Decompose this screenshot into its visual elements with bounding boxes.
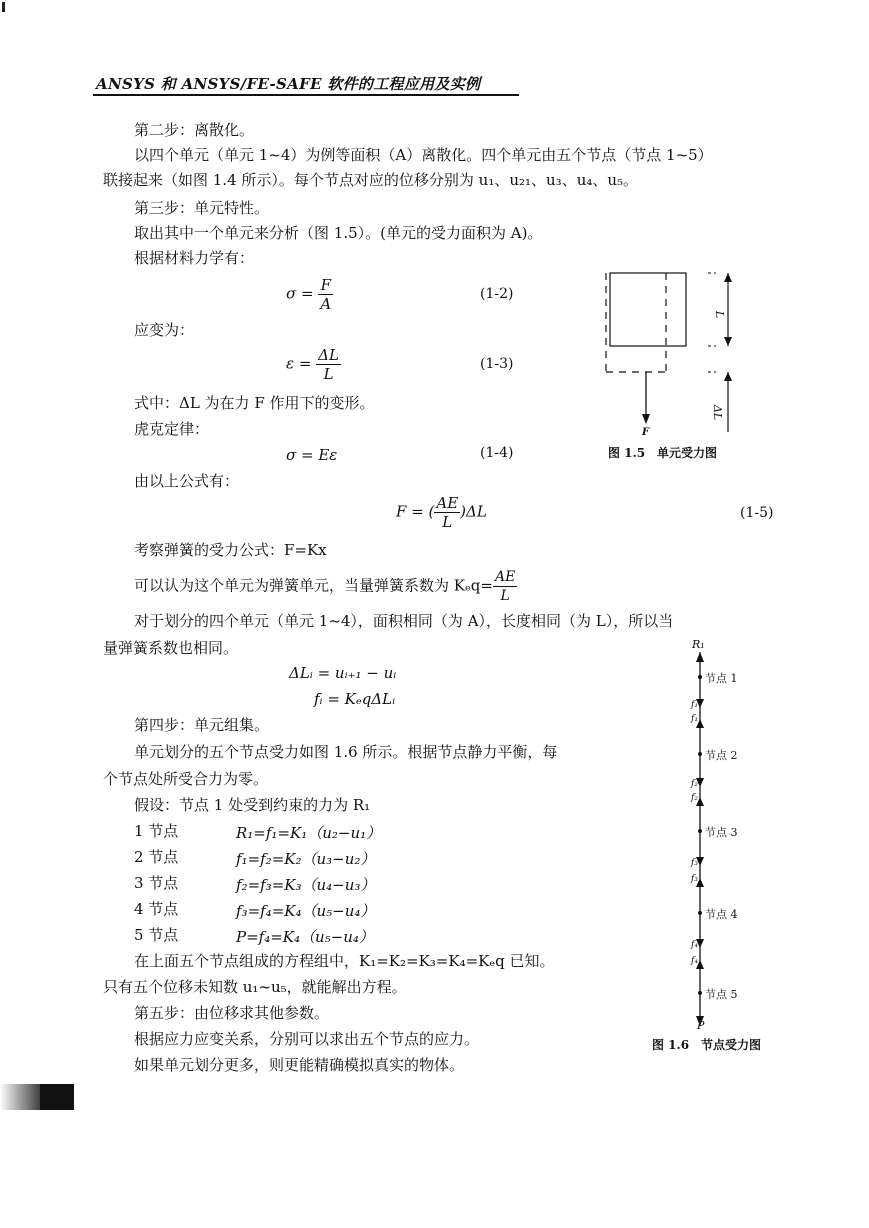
node-label: 1 节点 — [134, 822, 179, 840]
eq-1-4-number: (1-4) — [480, 445, 514, 461]
from-above: 由以上公式有： — [134, 472, 240, 490]
eq-1-2-fraction — [318, 276, 333, 313]
system-line1: 在上面五个节点组成的方程组中，K₁=K₂=K₃=K₄=Kₑq 已知。 — [134, 952, 555, 970]
eq-1-3-number: (1-3) — [480, 356, 514, 372]
eq-1-5-num: AE — [436, 494, 459, 512]
eq-1-3 — [286, 346, 341, 383]
step3-line1: 取出其中一个单元来分析（图 1.5）。(单元的受力面积为 A)。 — [134, 224, 543, 242]
spring-den: L — [500, 588, 510, 604]
fig16-node-label: 节点 3 — [705, 826, 738, 839]
dim-arrow — [724, 337, 732, 346]
node-row — [134, 848, 178, 866]
where-text: 式中：ΔL 为在力 F 作用下的变形。 — [134, 394, 375, 412]
fig16-force-label: f₁ — [691, 700, 698, 710]
fig16-force-label: f₃ — [691, 874, 698, 884]
node-row — [134, 874, 178, 892]
fig16-node-label: 节点 5 — [705, 988, 738, 1001]
node-label: 3 节点 — [134, 874, 179, 892]
eq-1-2-lhs: σ = — [286, 284, 314, 303]
node-eq: R₁=f₁=K₁（u₂−u₁） — [236, 824, 382, 842]
fig16-force-label: f₂ — [691, 779, 698, 789]
reaction-arrow-R1 — [696, 652, 704, 662]
step3-line2: 根据材料力学有： — [134, 249, 255, 267]
eq-1-3-fraction — [316, 346, 341, 383]
eq-1-3-lhs: ε = — [286, 354, 312, 373]
eq-1-3-num: ΔL — [318, 346, 339, 364]
node-eq: f₁=f₂=K₂（u₃−u₂） — [236, 850, 376, 868]
node-label: 4 节点 — [134, 900, 179, 918]
figure-1-6-caption: 图 1.6 节点受力图 — [652, 1038, 762, 1052]
step4-title: 第四步：单元组集。 — [134, 716, 270, 734]
step5-title: 第五步：由位移求其他参数。 — [134, 1004, 330, 1022]
step5-line2: 如果单元划分更多，则更能精确模拟真实的物体。 — [134, 1056, 465, 1074]
step2-title: 第二步：离散化。 — [134, 121, 255, 139]
strain-label: 应变为： — [134, 321, 195, 339]
scan-mark — [2, 2, 5, 12]
eq-1-2-number: (1-2) — [480, 286, 514, 302]
node-row — [134, 900, 178, 918]
fig16-force-label: f₄ — [691, 940, 698, 950]
page-edge-fade — [0, 1084, 40, 1110]
element-solid-outline — [610, 273, 686, 346]
node-dot — [698, 991, 702, 995]
eq-1-2-den: A — [320, 295, 332, 313]
fig15-label-L: L — [713, 310, 727, 319]
fig16-node-label: 节点 1 — [705, 672, 738, 685]
node-eq: P=f₄=K₄（u₅−u₄） — [236, 928, 374, 946]
fig15-label-F: F — [642, 427, 650, 438]
fig16-label-P: P — [697, 1019, 705, 1032]
spring-equiv-text: 可以认为这个单元为弹簧单元，当量弹簧系数为 Kₑq= — [134, 576, 493, 595]
spring-fraction — [493, 568, 517, 605]
eq-1-3-den: L — [323, 365, 334, 383]
eq-1-5-lhs: F = ( — [396, 502, 435, 521]
node-eq: f₃=f₄=K₄（u₅−u₄） — [236, 902, 376, 920]
figure-1-5-diagram — [596, 262, 756, 442]
spring-equiv — [134, 568, 517, 605]
step2-line2: 联接起来（如图 1.4 所示）。每个节点对应的位移分别为 u₁、u₂₁、u₃、u₄、u₅。 — [103, 171, 639, 189]
node-eq: f₂=f₃=K₃（u₄−u₃） — [236, 876, 376, 894]
fig16-force-label: f₃ — [691, 858, 698, 868]
step2-line1: 以四个单元（单元 1~4）为例等面积（A）离散化。四个单元由五个节点（节点 1~5） — [134, 146, 713, 164]
fig16-node-label: 节点 2 — [705, 749, 738, 762]
spring-num: AE — [494, 569, 516, 585]
system-line2: 只有五个位移未知数 u₁~u₅，就能解出方程。 — [103, 978, 407, 996]
step5-line1: 根据应力应变关系，分别可以求出五个节点的应力。 — [134, 1030, 480, 1048]
dim-arrow — [724, 372, 732, 381]
step4-line1: 单元划分的五个节点受力如图 1.6 所示。根据节点静力平衡，每 — [134, 743, 558, 761]
eq-1-2-num: F — [318, 276, 333, 295]
node-row — [134, 926, 178, 944]
fig16-node-label: 节点 4 — [705, 908, 738, 921]
eq-1-5-den: L — [442, 513, 453, 531]
node-row — [134, 822, 178, 840]
hooke-label: 虎克定律： — [134, 420, 210, 438]
assume-text: 假设：节点 1 处受到约束的力为 R₁ — [134, 796, 371, 814]
eq-f: fᵢ = KₑqΔLᵢ — [314, 690, 396, 708]
fig15-label-dL: ΔL — [711, 404, 725, 421]
figure-1-5-caption: 图 1.5 单元受力图 — [608, 446, 718, 460]
eq-1-5-number: (1-5) — [740, 505, 774, 521]
step3-title: 第三步：单元特性。 — [134, 199, 270, 217]
node-dot — [698, 752, 702, 756]
eq-1-5 — [396, 494, 487, 531]
eq-1-5-fraction — [434, 494, 460, 531]
fig16-label-R1: R₁ — [692, 638, 705, 651]
node-dot — [698, 911, 702, 915]
dim-arrow — [724, 273, 732, 282]
node-dot — [698, 675, 702, 679]
eq-1-5-rhs: )ΔL — [460, 502, 487, 521]
four-units-line2: 量弹簧系数也相同。 — [103, 639, 239, 657]
eq-1-4: σ = Eε — [286, 446, 338, 464]
four-units-line1: 对于划分的四个单元（单元 1~4），面积相同（为 A），长度相同（为 L），所以当 — [134, 612, 674, 630]
force-arrow-head — [642, 414, 650, 424]
fig16-force-label: f₂ — [691, 793, 698, 803]
spring-formula: 考察弹簧的受力公式：F=Kx — [134, 541, 327, 559]
step4-line2: 个节点处所受合力为零。 — [103, 770, 269, 788]
fig16-force-label: f₁ — [691, 714, 698, 724]
node-dot — [698, 829, 702, 833]
fig16-force-label: f₄ — [691, 956, 698, 966]
running-header: ANSYS 和 ANSYS/FE-SAFE 软件的工程应用及实例 — [96, 75, 481, 93]
node-label: 2 节点 — [134, 848, 179, 866]
eq-delta-l: ΔLᵢ = uᵢ₊₁ − uᵢ — [289, 664, 397, 682]
node-label: 5 节点 — [134, 926, 179, 944]
header-rule — [93, 94, 519, 96]
eq-1-2 — [286, 276, 333, 313]
